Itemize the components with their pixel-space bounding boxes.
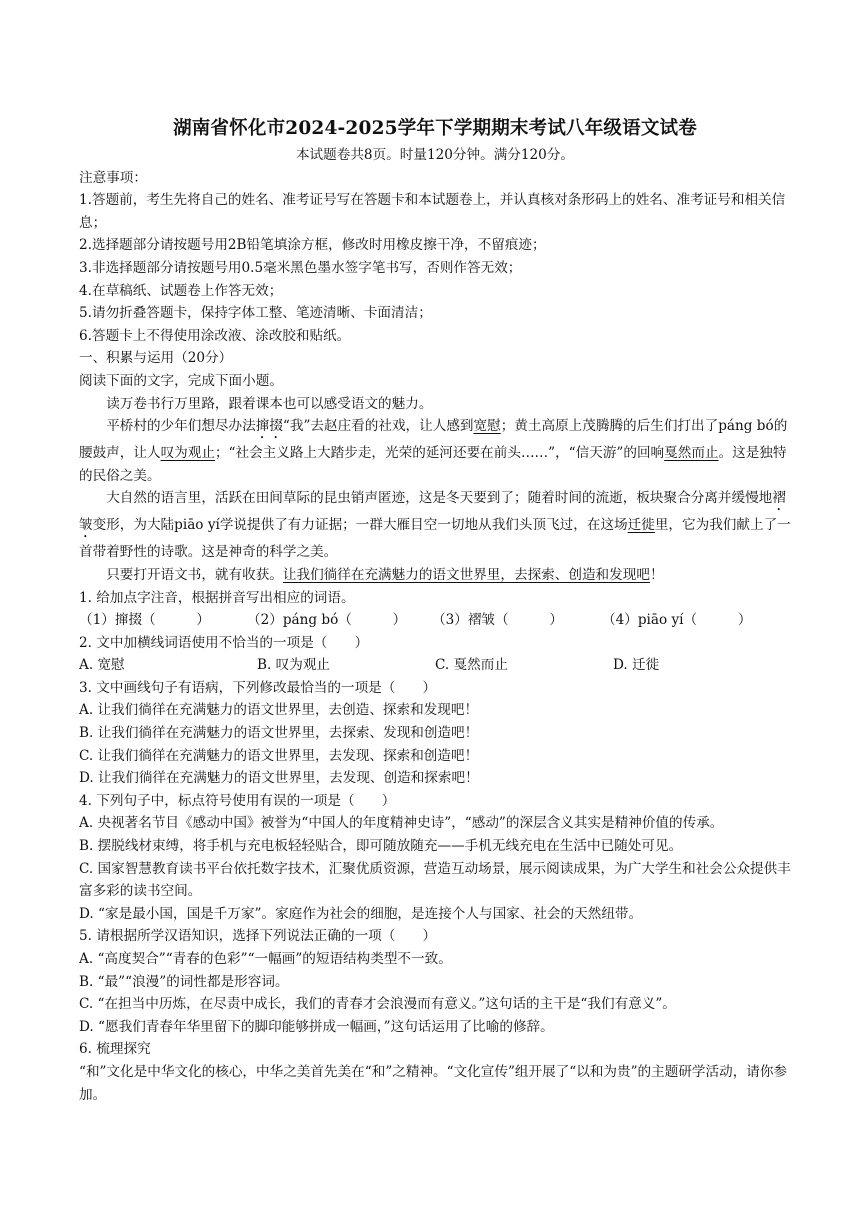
- option-b[interactable]: B. 让我们徜徉在充满魅力的语文世界里，去探索、发现和创造吧！: [79, 725, 479, 742]
- section-instruction: 阅读下面的文字，完成下面小题。: [79, 372, 283, 389]
- question-stem: 1. 给加点字注音，根据拼音写出相应的词语。: [79, 589, 355, 606]
- section-heading: 一、积累与运用（20分）: [79, 350, 233, 367]
- passage-text: ；“社会主义路上大踏步走，光荣的延河还要在前头……”，“信天游”的回响: [214, 445, 665, 462]
- notice-item: 4.在草稿纸、试题卷上作答无效；: [79, 282, 283, 299]
- dotted-word: 褶皱: [79, 490, 786, 534]
- notice-item: 5.请勿折叠答题卡，保持字体工整、笔迹清晰、卡面清洁；: [79, 305, 432, 322]
- question-stem: 4. 下列句子中，标点符号使用有误的一项是（ ）: [79, 792, 396, 809]
- page-title: 湖南省怀化市2024-2025学年下学期期末考试八年级语文试卷: [173, 118, 697, 139]
- question-stem: 3. 文中画线句子有语病，下列修改最恰当的一项是（ ）: [79, 679, 437, 696]
- underlined-word: 戛然而止: [664, 445, 719, 462]
- notice-item: 3.非选择题部分请按题号用0.5毫米黑色墨水签字笔书写，否则作答无效；: [79, 259, 522, 276]
- notice-heading: 注意事项：: [79, 169, 147, 186]
- option-d[interactable]: D. “家是最小国，国是千万家”。家庭作为社会的细胞，是连接个人与国家、社会的天然纽带。: [79, 905, 643, 922]
- option-d[interactable]: D. “愿我们青春年华里留下的脚印能够拼成一幅画，”这句话运用了比喻的修辞。: [79, 1018, 554, 1035]
- option-d[interactable]: D. 让我们徜徉在充满魅力的语文世界里，去发现、创造和探索吧！: [79, 770, 479, 787]
- answer-blank[interactable]: （4）piāo yí（ ）: [602, 612, 752, 629]
- notice-item: 1.答题前，考生先将自己的姓名、准考证号写在答题卡和本试题卷上，并认真核对条形码上的姓名、准考证号和相关信息；: [79, 192, 786, 231]
- dotted-word: 撺掇: [255, 418, 283, 435]
- question-blanks: [79, 609, 791, 632]
- option-d[interactable]: D. 迁徙: [613, 657, 660, 674]
- reading-passage: [79, 393, 791, 587]
- underlined-word: 叹为观止: [160, 445, 215, 462]
- underlined-word: 宽慰: [473, 418, 501, 435]
- exam-content: [79, 116, 791, 1106]
- answer-blank[interactable]: （1）撺掇（ ）: [79, 612, 210, 629]
- exam-info: 本试题卷共8页。时量120分钟。满分120分。: [295, 147, 575, 163]
- passage-text: 只要打开语文书，就有收获。: [106, 566, 283, 583]
- passage-text: 平桥村的少年们想尽办法: [106, 418, 256, 435]
- passage-paragraph-4: [79, 564, 791, 587]
- question-intro: “和”文化是中华文化的核心，中华之美首先美在“和”之精神。“文化宣传”组开展了“以和为贵”的主题研学活动，请你参加。: [79, 1063, 788, 1103]
- passage-paragraph-2: [79, 415, 791, 487]
- passage-text: 里，它为我们献上了一首带着野性的诗歌。这是神奇的科学之美。: [79, 517, 791, 561]
- passage-paragraph-1: 读万卷书行万里路，跟着课本也可以感受语文的魅力。: [106, 395, 433, 412]
- option-c[interactable]: C. 让我们徜徉在充满魅力的语文世界里，去发现、探索和创造吧！: [79, 747, 479, 764]
- option-b[interactable]: B. 摆脱线材束缚，将手机与充电板轻轻贴合，即可随放随充——手机无线充电在生活中已随处可见。: [79, 838, 683, 855]
- question-6: [79, 1038, 791, 1106]
- option-a[interactable]: A. 央视著名节目《感动中国》被誉为“中国人的年度精神史诗”，“感动”的深层含义其实是精神价值的传承。: [79, 815, 724, 832]
- question-stem: 5. 请根据所学汉语知识，选择下列说法正确的一项（ ）: [79, 928, 437, 945]
- question-1: [79, 587, 791, 632]
- passage-text: 。这是独特的民俗之美。: [79, 445, 787, 484]
- option-b[interactable]: B. “最”“浪漫”的词性都是形容词。: [79, 973, 289, 990]
- option-b[interactable]: B. 叹为观止: [257, 657, 331, 674]
- notice-section: [79, 167, 791, 348]
- passage-text: ；黄土高原上茂腾腾的后生们打出了páng bó的腰鼓声，让人: [79, 418, 788, 462]
- passage-text: ！: [649, 566, 664, 583]
- question-5: [79, 925, 791, 1038]
- answer-blank[interactable]: （2）páng bó（ ）: [247, 612, 407, 629]
- question-options: [79, 654, 791, 677]
- notice-item: 6.答题卡上不得使用涂改液、涂改胶和贴纸。: [79, 327, 351, 344]
- option-c[interactable]: C. 国家智慧教育读书平台依托数字技术，汇聚优质资源，营造互动场景，展示阅读成果，为广大学生和社会公众提供丰富多彩的读书空间。: [79, 860, 791, 900]
- question-3: [79, 677, 791, 790]
- option-a[interactable]: A. 宽慰: [79, 657, 125, 674]
- passage-text: “我”去赵庄看的社戏，让人感到: [282, 418, 474, 435]
- passage-text: 大自然的语言里，活跃在田间草际的昆虫销声匿迹，这是冬天要到了；随着时间的流逝，板块聚合分离并缓慢地: [106, 490, 773, 507]
- option-c[interactable]: C. 戛然而止: [435, 657, 508, 674]
- notice-item: 2.选择题部分请按题号用2B铅笔填涂方框，修改时用橡皮擦干净，不留痕迹；: [79, 237, 546, 254]
- passage-text: 变形，为大陆piāo yí学说提供了有力证据；一群大雁目空一切地从我们头顶飞过，在这场: [92, 517, 628, 534]
- underlined-sentence: 让我们徜徉在充满魅力的语文世界里，去探索、创造和发现吧: [282, 566, 650, 583]
- option-a[interactable]: A. “高度契合”“青春的色彩”“一幅画”的短语结构类型不一致。: [79, 951, 452, 967]
- question-stem: 6. 梳理探究: [79, 1041, 151, 1058]
- question-stem: 2. 文中加横线词语使用不恰当的一项是（ ）: [79, 634, 369, 651]
- passage-paragraph-3: [79, 487, 791, 564]
- option-a[interactable]: A. 让我们徜徉在充满魅力的语文世界里，去创造、探索和发现吧！: [79, 702, 479, 719]
- underlined-word: 迁徙: [627, 517, 655, 534]
- option-c[interactable]: C. “在担当中历炼，在尽责中成长，我们的青春才会浪漫而有意义。”这句话的主干是“我们有意义”。: [79, 996, 676, 1013]
- question-2: [79, 632, 791, 677]
- question-4: [79, 790, 791, 926]
- answer-blank[interactable]: （3）褶皱（ ）: [432, 612, 563, 629]
